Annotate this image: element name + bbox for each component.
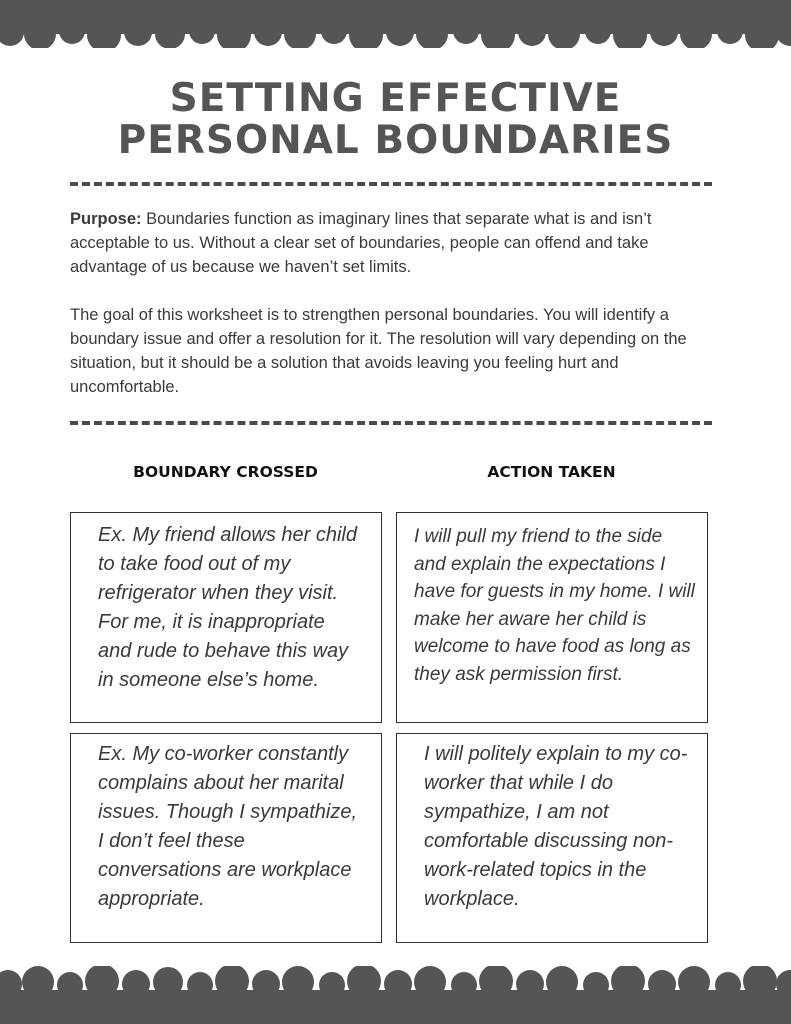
dashed-divider-bottom [70, 421, 712, 425]
boundary-example-2: Ex. My co-worker constantly complains about her marital issues. Though I sympathize, I don’t feel these conversations are workplace appropriate. [70, 733, 382, 943]
purpose-label: Purpose: [70, 210, 142, 228]
title-line-1: SETTING EFFECTIVE [169, 76, 622, 121]
title-line-2: PERSONAL BOUNDARIES [117, 118, 674, 163]
column-heading-boundary-crossed: BOUNDARY CROSSED [133, 463, 318, 481]
top-scallop-edge [0, 24, 791, 48]
action-example-1: I will pull my friend to the side and explain the expectations I have for guests in my home. I will make her aware her child is welcome to have food as long as they ask permission first. [396, 512, 708, 723]
intro-section [70, 207, 715, 399]
purpose-paragraph [70, 207, 715, 279]
goal-paragraph: The goal of this worksheet is to strengthen personal boundaries. You will identify a boundary issue and offer a resolution for it. The resolution will vary depending on the situation, but it should be a solution that avoids leaving you feeling hurt and uncomfortable. [70, 306, 687, 396]
bottom-border-band [0, 990, 791, 1024]
action-example-2: I will politely explain to my co-worker that while I do sympathize, I am not comfortable discussing non-work-related topics in the workplace. [396, 733, 708, 943]
bottom-scallop-edge [0, 966, 791, 990]
purpose-text: Boundaries function as imaginary lines that separate what is and isn’t acceptable to us. Without a clear set of boundaries, people can offend and take advantage of us because we haven’t set limits. [70, 210, 652, 276]
dashed-divider-top [70, 182, 712, 186]
column-heading-action-taken: ACTION TAKEN [487, 463, 616, 481]
page-title [0, 78, 791, 162]
boundary-example-1: Ex. My friend allows her child to take food out of my refrigerator when they visit. For me, it is inappropriate and rude to behave this way in someone else’s home. [70, 512, 382, 723]
